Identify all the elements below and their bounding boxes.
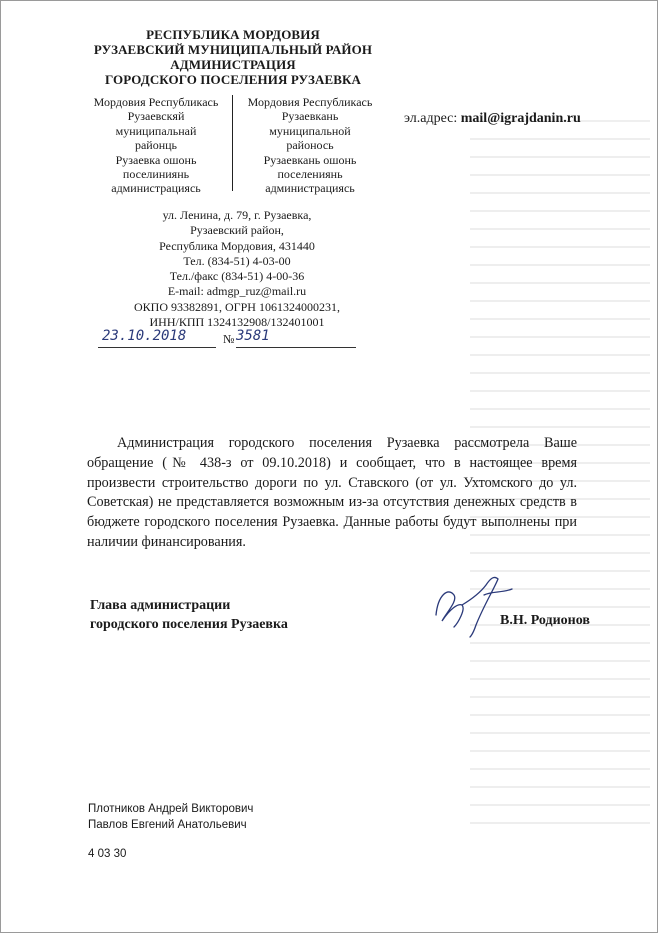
letterhead-title — [88, 27, 378, 87]
column-line: поселиниянь — [122, 167, 190, 182]
column-line: поселениянь — [277, 167, 343, 182]
address-line: Республика Мордовия, 431440 — [159, 238, 315, 253]
signatory-title-line: Глава администрации — [90, 598, 231, 613]
letterhead-line: РУЗАЕВСКИЙ МУНИЦИПАЛЬНЫЙ РАЙОН — [93, 42, 373, 57]
handwritten-signature — [428, 565, 528, 645]
column-line: администрациясь — [111, 181, 201, 196]
letterhead-line: РЕСПУБЛИКА МОРДОВИЯ — [146, 27, 320, 42]
column-line: Рузаевка ошонь — [115, 152, 197, 167]
executors-block — [88, 801, 253, 833]
registration-line — [98, 330, 358, 352]
letterhead-column-right — [240, 95, 380, 196]
bilingual-letterhead — [86, 95, 386, 196]
letterhead-column-left — [86, 95, 226, 196]
sender-address-block — [112, 208, 362, 330]
address-line: ОКПО 93382891, ОГРН 1061324000231, — [134, 299, 340, 314]
column-line: районць — [134, 138, 178, 153]
signatory-title-line: городского поселения Рузаевка — [90, 617, 288, 632]
letterhead-line: АДМИНИСТРАЦИЯ — [170, 57, 296, 72]
address-line: Рузаевский район, — [190, 223, 284, 238]
recipient-email — [404, 111, 581, 127]
column-line: муниципальнай — [115, 123, 197, 138]
email-value: mail@igrajdanin.ru — [460, 111, 581, 126]
executor-name: Плотников Андрей Викторович — [88, 803, 254, 815]
registration-number: 3581 — [236, 328, 270, 344]
signatory-name: В.Н. Родионов — [500, 613, 590, 628]
registration-date: 23.10.2018 — [102, 328, 187, 344]
address-line: E-mail: admgp_ruz@mail.ru — [167, 284, 307, 299]
signatory-title — [90, 596, 288, 634]
column-divider — [232, 95, 233, 191]
address-line: Тел./факс (834-51) 4-00-36 — [169, 269, 305, 284]
date-underline — [98, 347, 216, 348]
number-underline — [236, 347, 356, 348]
column-line: Мордовия Республикась — [247, 95, 373, 109]
column-line: Рузаевскяй — [127, 109, 185, 124]
address-line: ИНН/КПП 1324132908/132401001 — [149, 315, 325, 330]
email-label: эл.адрес: — [404, 111, 458, 126]
column-line: Мордовия Республикась — [93, 95, 219, 109]
letterhead-line: ГОРОДСКОГО ПОСЕЛЕНИЯ РУЗАЕВКА — [104, 72, 362, 87]
column-line: районось — [286, 138, 334, 153]
column-line: Рузаевкань ошонь — [263, 152, 357, 167]
number-sign: № — [223, 332, 235, 346]
address-line: Тел. (834-51) 4-03-00 — [183, 253, 291, 268]
executor-phone: 4 03 30 — [88, 848, 127, 860]
address-line: ул. Ленина, д. 79, г. Рузаевка, — [162, 208, 312, 222]
column-line: администрациясь — [265, 181, 355, 196]
column-line: муниципальной — [269, 123, 351, 138]
letter-body: Администрация городского поселения Рузаевка рассмотрела Ваше обращение (№ 438-з от 09.10.2018) и сообщает, что в настоящее время произвести строительство дороги по ул. Ставского (от ул. Ухтомского до ул. Советская) не представляется возможным из-за отсутствия денежных средств в бюджете городского поселения Рузаевка. Данные работы будут выполнены при наличии финансирования. — [87, 435, 577, 550]
executor-name: Павлов Евгений Анатольевич — [88, 819, 247, 831]
column-line: Рузаевкань — [281, 109, 339, 124]
